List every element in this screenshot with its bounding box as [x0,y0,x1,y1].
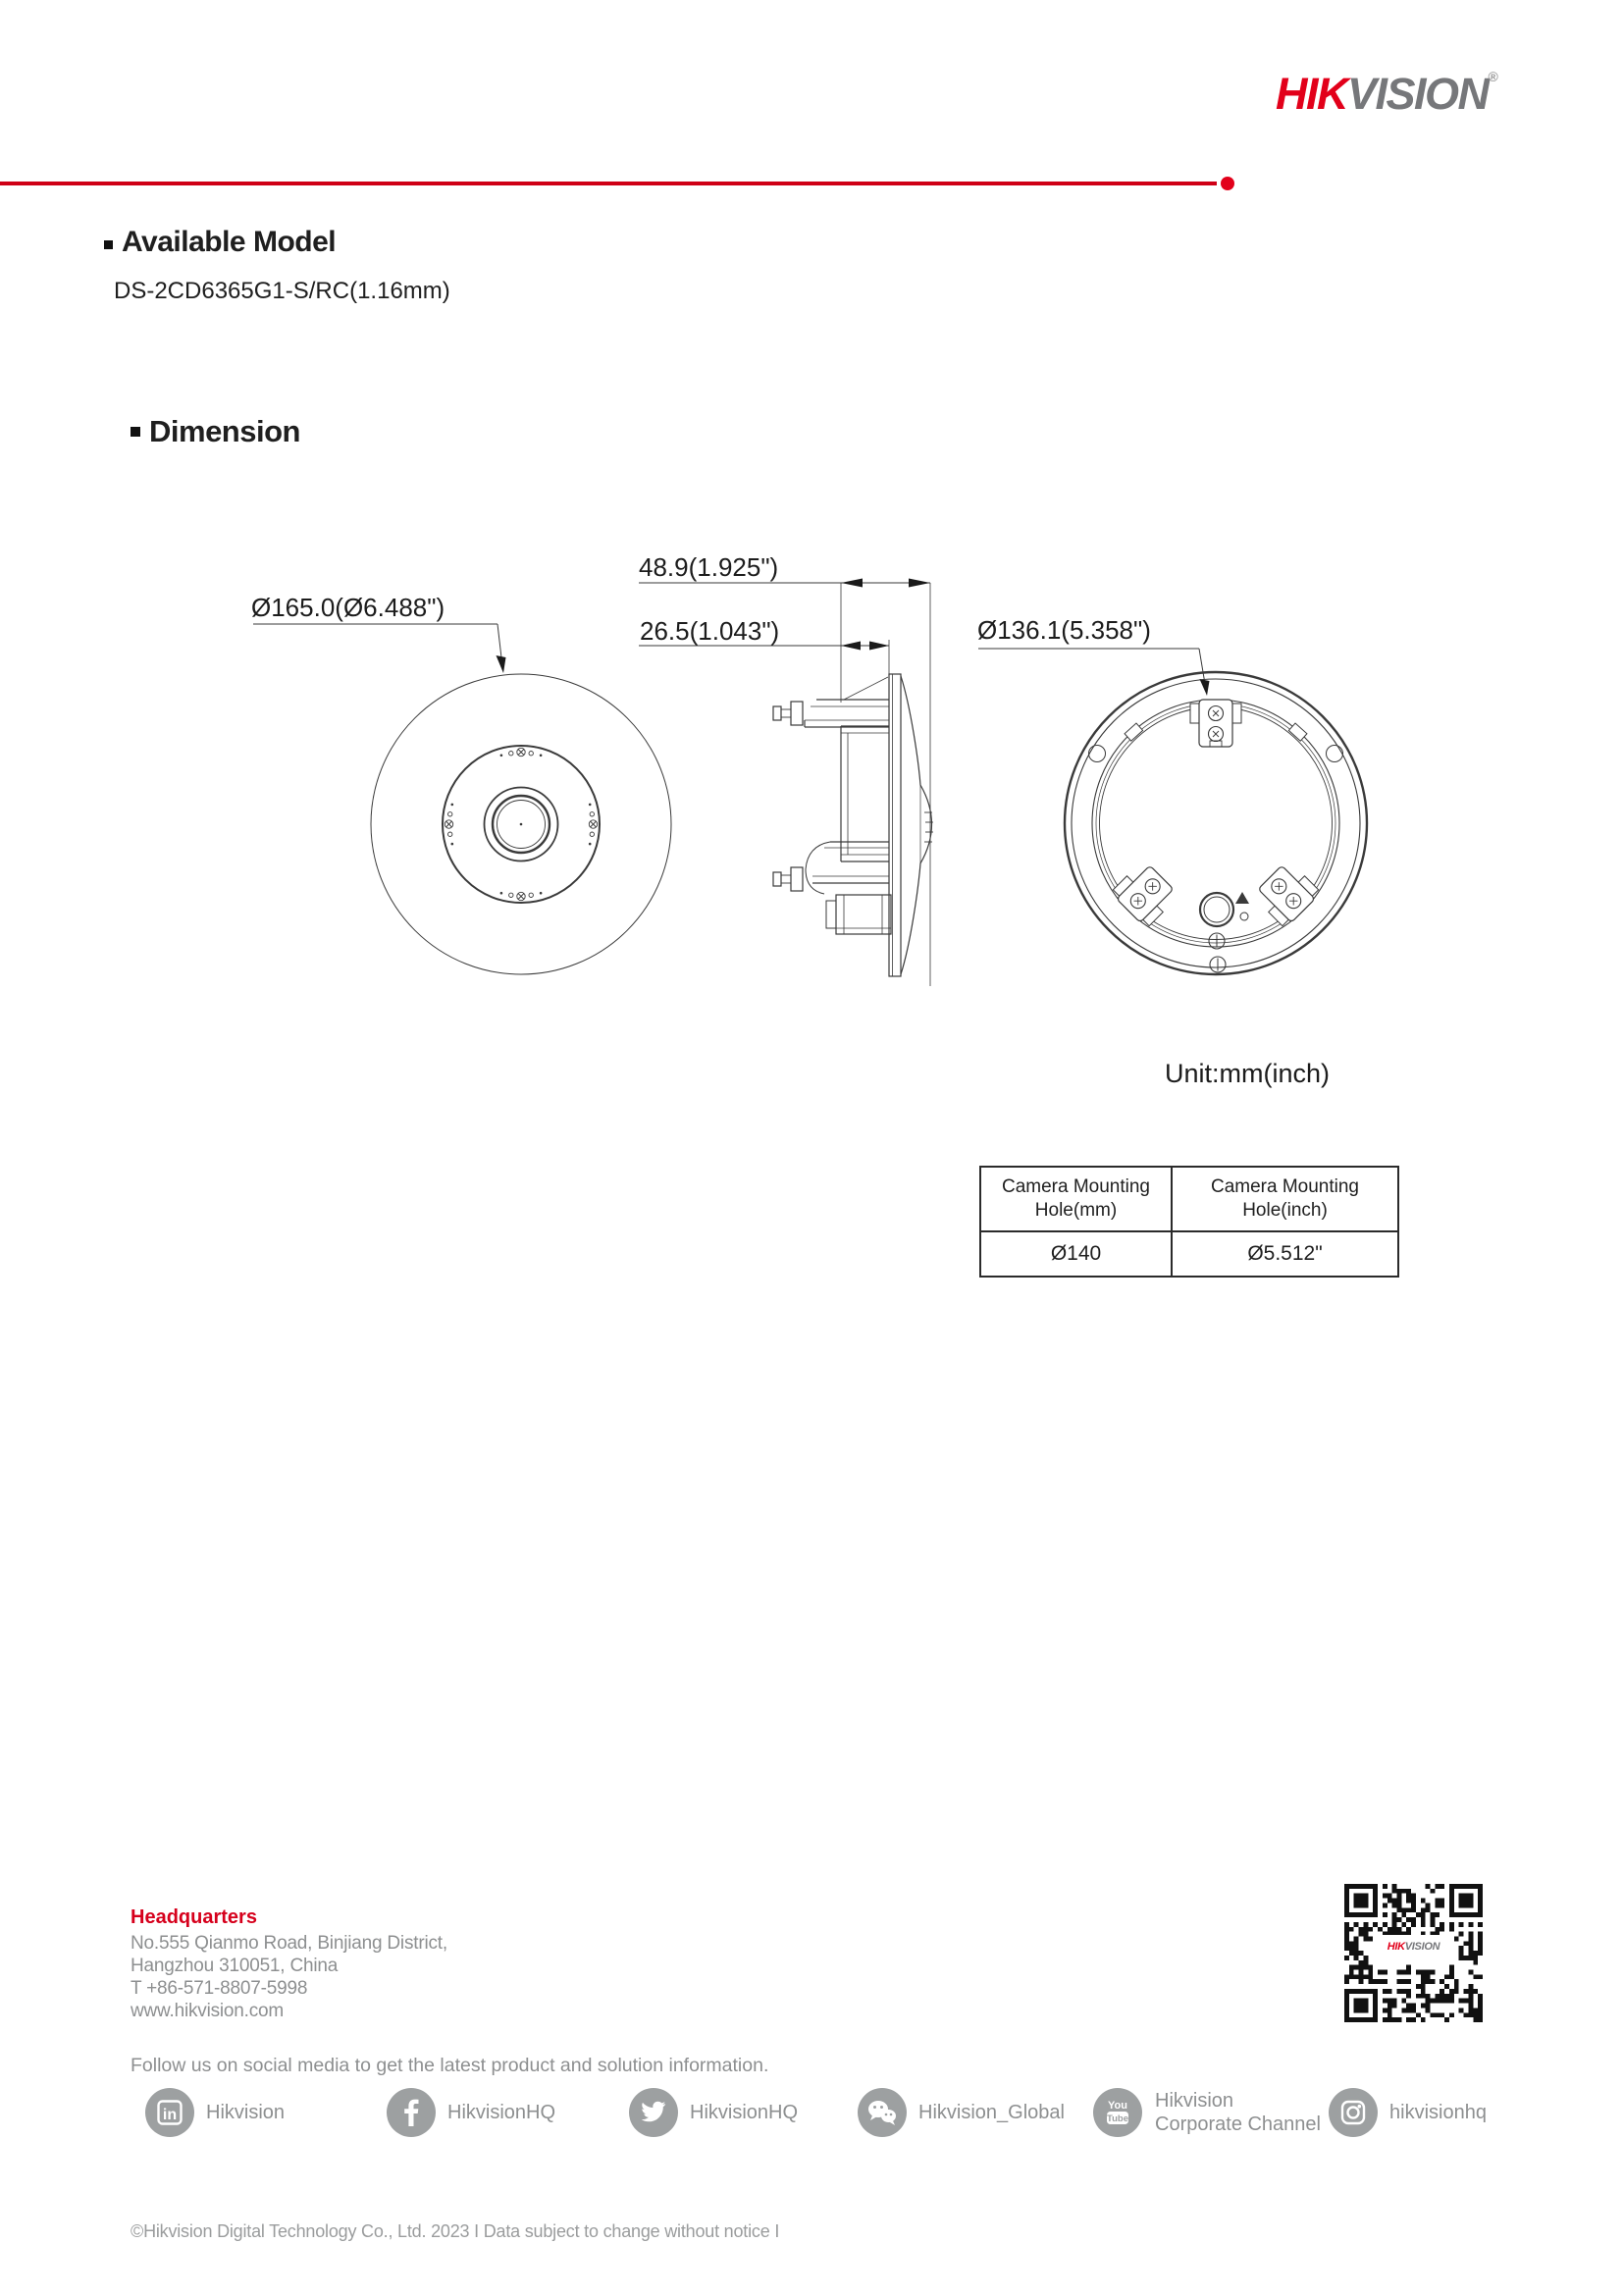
embed-depth-label: 26.5(1.043") [640,616,780,646]
table-value-inch: Ø5.512" [1172,1231,1398,1277]
svg-text:Tube: Tube [1107,2113,1128,2124]
social-handle[interactable]: Hikvision [1155,2090,1234,2112]
unit-note: Unit:mm(inch) [1165,1059,1331,1088]
logo-vision: VISION [1347,69,1489,119]
back-view [1065,672,1367,974]
table-header-inch: Camera Mounting Hole(inch) [1172,1167,1398,1231]
facebook-icon[interactable] [387,2088,436,2137]
side-view [773,674,933,976]
table-header-mm: Camera Mounting Hole(mm) [980,1167,1172,1231]
mounting-hole-table [979,1166,1399,1278]
linkedin-icon[interactable] [145,2088,194,2137]
headquarters-title: Headquarters [131,1906,257,1928]
available-model-title: Available Model [122,226,337,258]
svg-text:in: in [162,2107,178,2123]
svg-text:You: You [1108,2100,1127,2112]
social-handle[interactable]: HikvisionHQ [447,2102,556,2123]
rear-diameter-label: Ø136.1(5.358") [977,615,1151,645]
hikvision-logo [1276,69,1498,120]
phone-line: T +86-571-8807-5998 [131,1978,308,1999]
header-divider-line [0,182,1217,185]
qr-logo-vision: VISION [1404,1941,1440,1953]
wechat-icon[interactable] [858,2088,907,2137]
bullet-square [131,427,140,437]
dimension-title: Dimension [149,414,300,448]
bullet-square [104,240,113,249]
address-line: No.555 Qianmo Road, Binjiang District, [131,1933,447,1954]
model-number: DS-2CD6365G1-S/RC(1.16mm) [114,278,450,304]
table-value-mm: Ø140 [980,1231,1172,1277]
website-link[interactable]: www.hikvision.com [131,2001,285,2021]
front-diameter-label: Ø165.0(Ø6.488") [251,593,445,622]
qr-center-logo [1374,1935,1453,1958]
social-handle[interactable]: hikvisionhq [1389,2102,1487,2123]
twitter-icon[interactable] [629,2088,678,2137]
follow-us-text: Follow us on social media to get the latest product and solution information. [131,2055,769,2076]
front-view [371,674,671,974]
total-depth-label: 48.9(1.925") [639,552,779,582]
registered-mark: ® [1488,69,1498,84]
social-handle[interactable]: Hikvision [206,2102,286,2123]
address-line: Hangzhou 310051, China [131,1956,339,1976]
youtube-icon[interactable] [1093,2088,1142,2137]
logo-hik: HIK [1276,69,1347,119]
qr-logo-hik: HIK [1387,1941,1405,1953]
copyright-text: ©Hikvision Digital Technology Co., Ltd. 2023 I Data subject to change without notice I [131,2221,780,2241]
social-handle-line2[interactable]: Corporate Channel [1155,2113,1321,2135]
social-handle[interactable]: Hikvision_Global [918,2102,1065,2123]
social-handle[interactable]: HikvisionHQ [690,2102,799,2123]
header-divider-dot [1221,177,1234,190]
instagram-icon[interactable] [1329,2088,1378,2137]
